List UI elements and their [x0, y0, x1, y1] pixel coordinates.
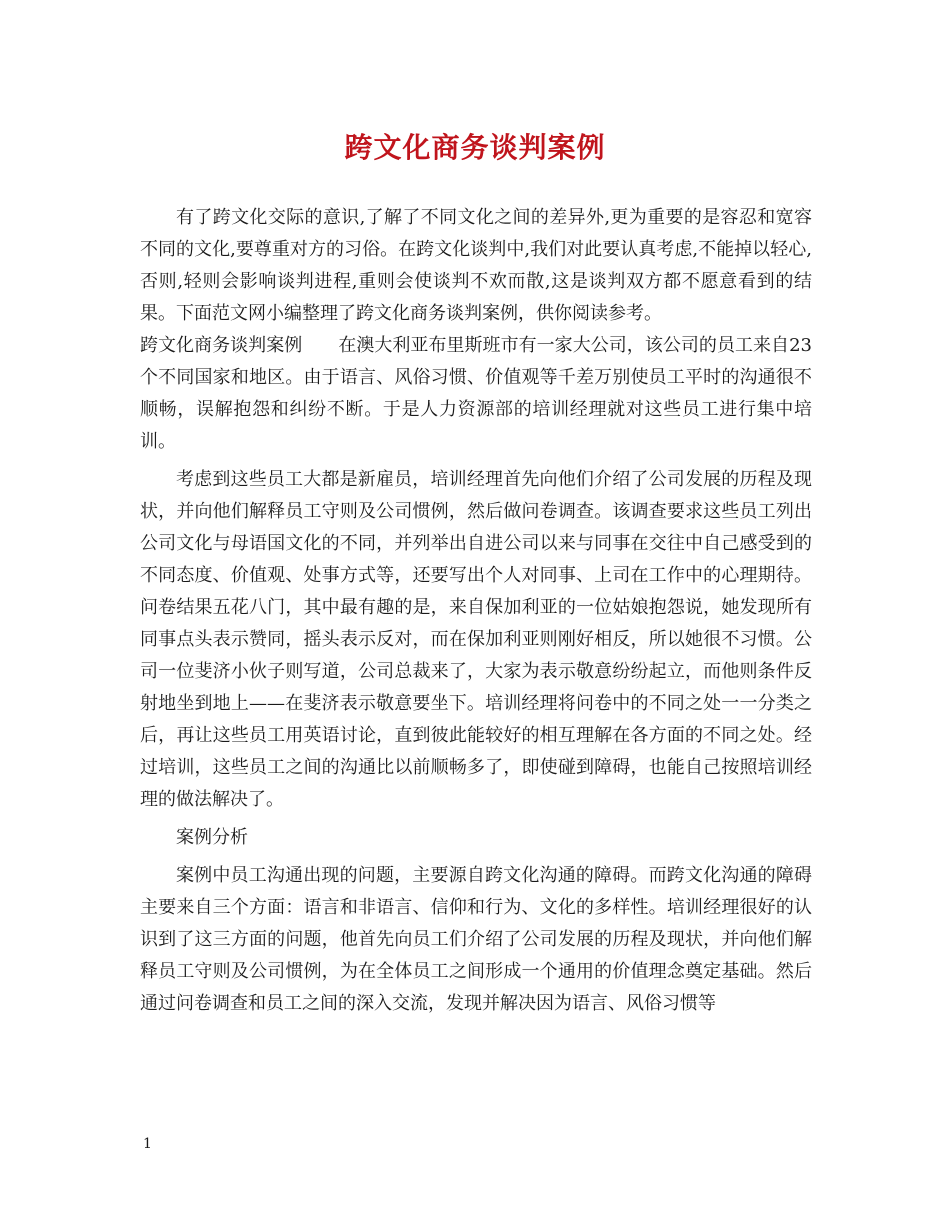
case-paragraph-2: 考虑到这些员工大都是新雇员，培训经理首先向他们介绍了公司发展的历程及现状，并向他们解释员工守则及公司惯例，然后做问卷调查。该调查要求这些员工列出公司文化与母语国文化的不同，并列举出自进公司以来与同事在交往中自己感受到的不同态度、价值观、处事方式等，还要写出个人对同事、上司在工作中的心理期待。问卷结果五花八门，其中最有趣的是，来自保加利亚的一位姑娘抱怨说，她发现所有同事点头表示赞同，摇头表示反对，而在保加利亚则刚好相反，所以她很不习惯。公司一位斐济小伙子则写道，公司总裁来了，大家为表示敬意纷纷起立，而他则条件反射地坐到地上——在斐济表示敬意要坐下。培训经理将问卷中的不同之处一一分类之后，再让这些员工用英语讨论，直到彼此能较好的相互理解在各方面的不同之处。经过培训，这些员工之间的沟通比以前顺畅多了，即使碰到障碍，也能自己按照培训经理的做法解决了。 — [140, 469, 812, 810]
intro-paragraph: 有了跨文化交际的意识,了解了不同文化之间的差异外,更为重要的是容忍和宽容不同的文化,要尊重对方的习俗。在跨文化谈判中,我们对此要认真考虑,不能掉以轻心,否则,轻则会影响谈判进程,重则会使谈判不欢而散,这是谈判双方都不愿意看到的结果。下面范文网小编整理了跨文化商务谈判案例，供你阅读参考。 — [140, 207, 812, 324]
case-heading: 跨文化商务谈判案例 — [140, 335, 303, 356]
case-paragraph-1-text: 在澳大利亚布里斯班市有一家大公司，该公司的员工来自23个不同国家和地区。由于语言、风俗习惯、价值观等千差万别使员工平时的沟通很不顺畅，误解抱怨和纠纷不断。于是人力资源部的培训经理就对这些员工进行集中培训。 — [140, 335, 812, 452]
page-title: 跨文化商务谈判案例 — [344, 131, 606, 164]
analysis-heading: 案例分析 — [176, 827, 248, 848]
document-body — [140, 202, 812, 1020]
case-paragraph-1 — [140, 330, 812, 458]
analysis-paragraph: 案例中员工沟通出现的问题，主要源自跨文化沟通的障碍。而跨文化沟通的障碍主要来自三个方面：语言和非语言、信仰和行为、文化的多样性。培训经理很好的认识到了这三方面的问题，他首先向员工们介绍了公司发展的历程及现状，并向他们解释员工守则及公司惯例，为在全体员工之间形成一个通用的价值理念奠定基础。然后通过问卷调查和员工之间的深入交流，发现并解决因为语言、风俗习惯等 — [140, 865, 812, 1014]
page-number: 1 — [143, 1136, 152, 1152]
